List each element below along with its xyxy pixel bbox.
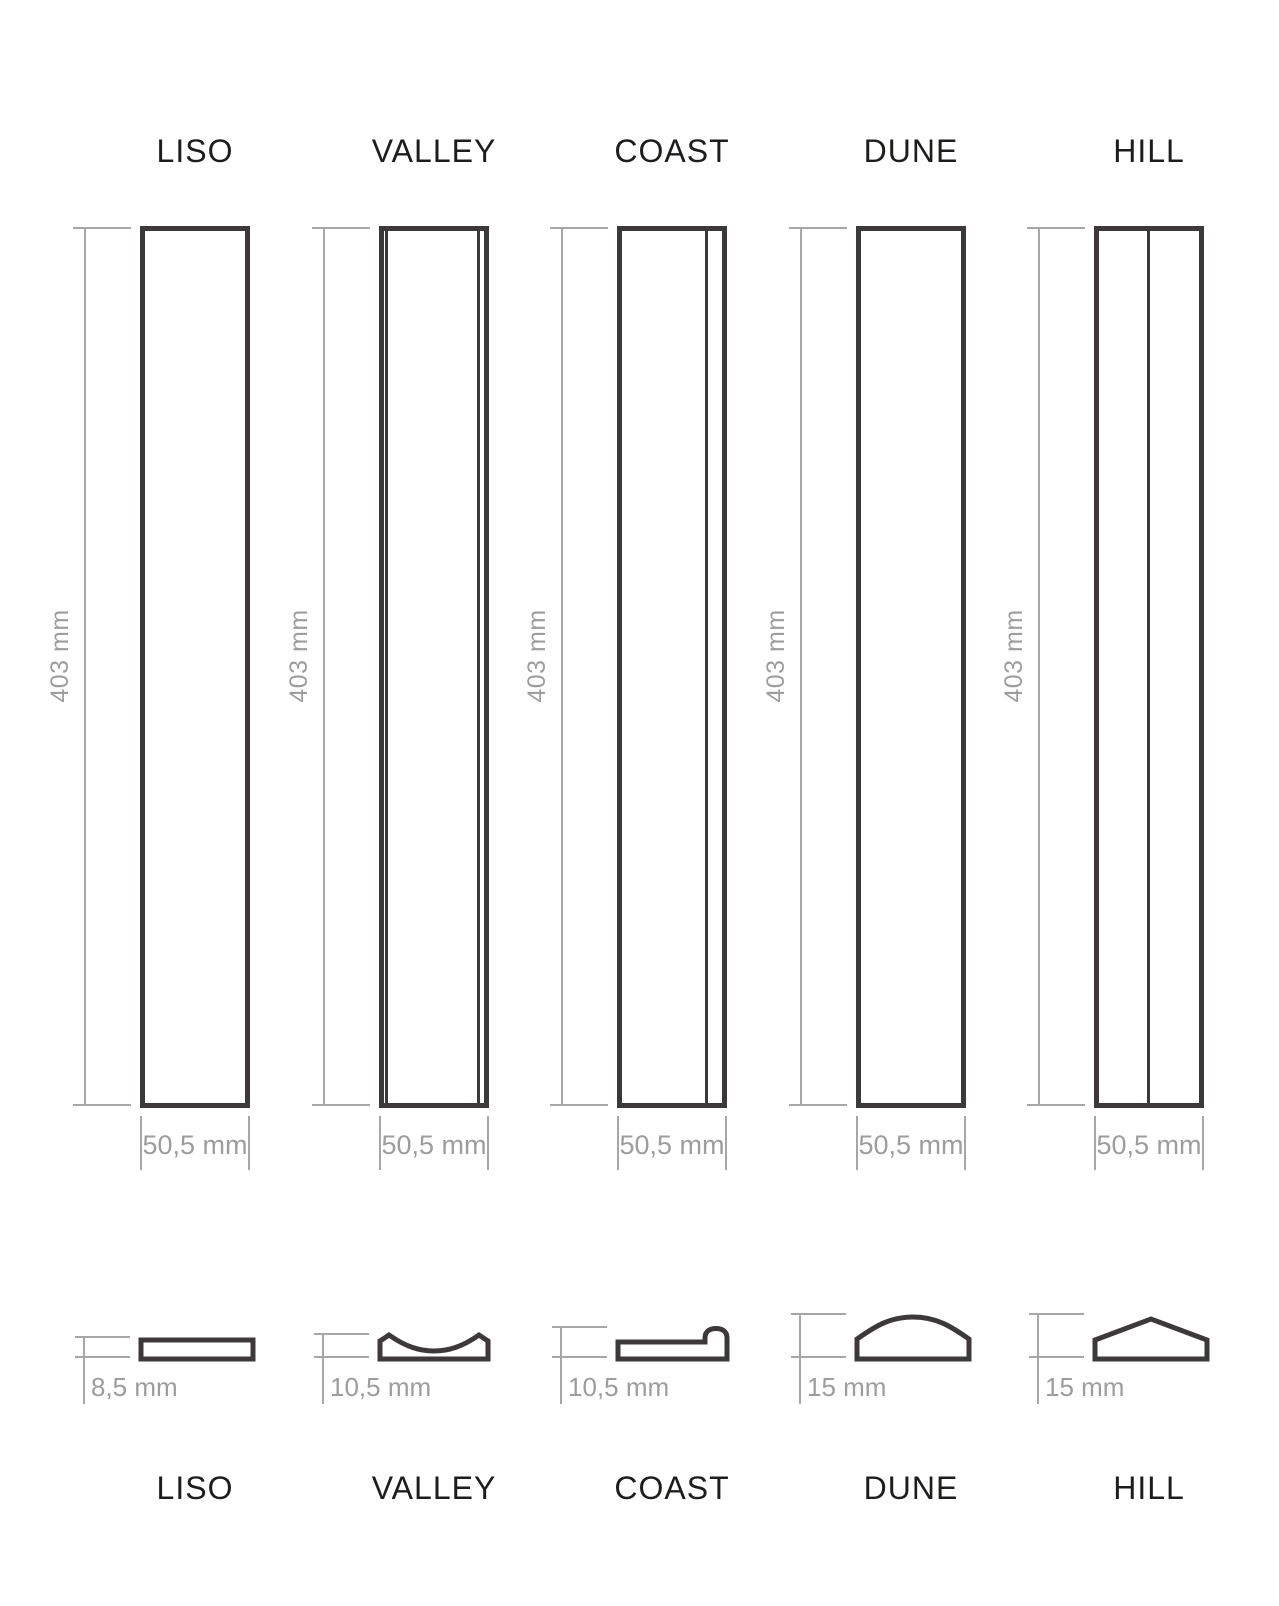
thickness-dimension-line <box>560 1326 562 1404</box>
column-title-bottom: COAST <box>614 1470 730 1506</box>
column-dune <box>762 0 1027 1606</box>
height-dimension-label: 403 mm <box>46 609 74 703</box>
panel-front-view <box>379 226 489 1108</box>
column-title-bottom: HILL <box>1113 1470 1185 1506</box>
height-dimension-label: 403 mm <box>1000 609 1028 703</box>
thickness-dimension-line <box>322 1333 324 1404</box>
thickness-dimension-label: 10,5 mm <box>568 1372 670 1402</box>
height-dimension-line <box>561 228 563 1106</box>
height-dimension-tick-top <box>73 227 131 229</box>
height-dimension-label: 403 mm <box>762 609 790 703</box>
column-title-top: DUNE <box>863 133 959 169</box>
height-dimension-tick-top <box>550 227 608 229</box>
height-dimension-tick-top <box>312 227 370 229</box>
column-title-bottom: DUNE <box>863 1470 959 1506</box>
column-title-top: LISO <box>156 133 234 169</box>
panel-front-view <box>856 226 966 1108</box>
column-title-bottom: LISO <box>156 1470 234 1506</box>
thickness-dimension-label: 8,5 mm <box>91 1372 178 1402</box>
column-liso <box>46 0 311 1606</box>
column-title-top: COAST <box>614 133 730 169</box>
column-coast <box>523 0 788 1606</box>
height-dimension-tick-top <box>789 227 847 229</box>
thickness-dimension-label: 10,5 mm <box>330 1372 432 1402</box>
column-valley <box>285 0 550 1606</box>
column-title-top: HILL <box>1113 133 1185 169</box>
thickness-dimension-label: 15 mm <box>1045 1372 1125 1402</box>
height-dimension-label: 403 mm <box>285 609 313 703</box>
height-dimension-line <box>84 228 86 1106</box>
width-dimension-label: 50,5 mm <box>381 1130 487 1160</box>
panel-relief-line-center <box>1147 231 1150 1103</box>
panel-relief-line-right <box>705 231 708 1103</box>
height-dimension-tick-bottom <box>312 1104 370 1106</box>
height-dimension-tick-top <box>1027 227 1085 229</box>
column-title-top: VALLEY <box>371 133 497 169</box>
panel-front-view <box>140 226 250 1108</box>
thickness-dimension-line <box>1037 1313 1039 1404</box>
section-profile-coast <box>614 1300 734 1364</box>
panel-relief-line-right <box>477 231 480 1103</box>
column-title-bottom: VALLEY <box>371 1470 497 1506</box>
section-profile-hill <box>1091 1300 1211 1364</box>
height-dimension-tick-bottom <box>789 1104 847 1106</box>
section-profile-flat <box>137 1300 257 1364</box>
height-dimension-line <box>323 228 325 1106</box>
column-hill <box>1000 0 1265 1606</box>
thickness-dimension-line <box>83 1336 85 1404</box>
height-dimension-label: 403 mm <box>523 609 551 703</box>
panel-front-view <box>617 226 727 1108</box>
panel-relief-line-left <box>385 231 388 1103</box>
height-dimension-line <box>800 228 802 1106</box>
width-dimension-label: 50,5 mm <box>142 1130 248 1160</box>
height-dimension-tick-bottom <box>550 1104 608 1106</box>
height-dimension-line <box>1038 228 1040 1106</box>
thickness-dimension-line <box>799 1313 801 1404</box>
section-profile-dune <box>853 1300 973 1364</box>
height-dimension-tick-bottom <box>1027 1104 1085 1106</box>
section-profile-valley <box>376 1300 496 1364</box>
width-dimension-label: 50,5 mm <box>858 1130 964 1160</box>
thickness-dimension-label: 15 mm <box>807 1372 887 1402</box>
height-dimension-tick-bottom <box>73 1104 131 1106</box>
width-dimension-label: 50,5 mm <box>1096 1130 1202 1160</box>
width-dimension-label: 50,5 mm <box>619 1130 725 1160</box>
